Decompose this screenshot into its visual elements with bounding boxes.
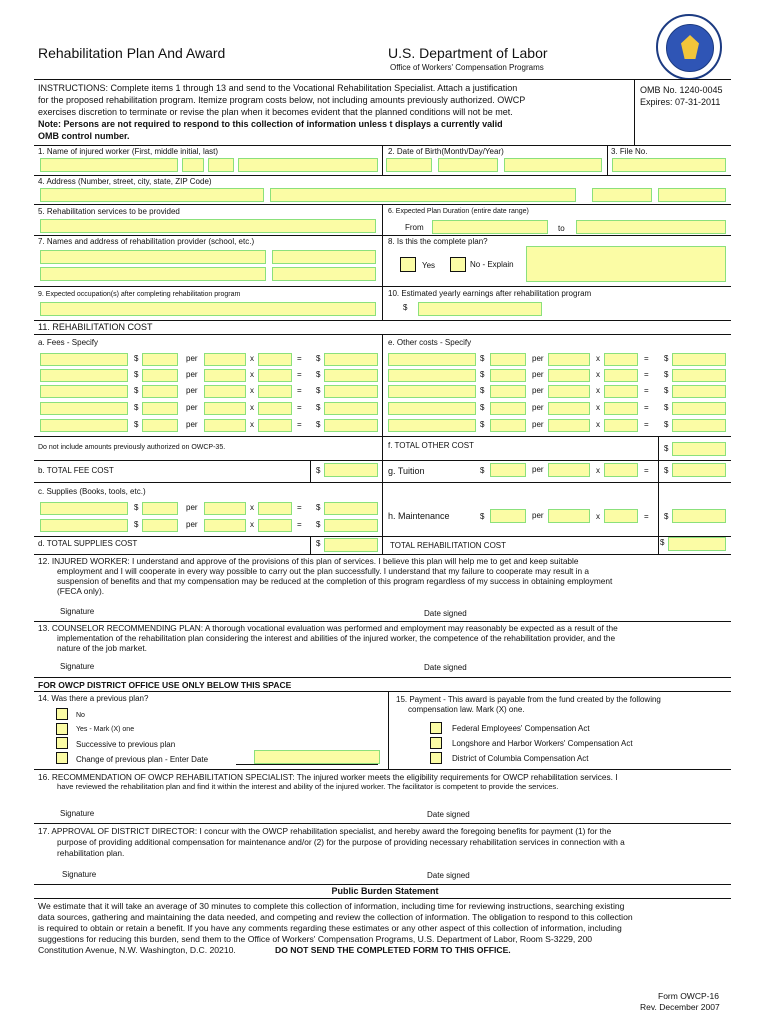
s17-date-label: Date signed: [427, 871, 470, 880]
change-label: Change of previous plan - Enter Date: [76, 755, 209, 764]
fee-x: x: [250, 370, 254, 379]
other-eq: =: [644, 370, 649, 379]
other-dollar: $: [480, 386, 485, 395]
field-10-label: 10. Estimated yearly earnings after rehabilitation program: [388, 289, 592, 298]
fee-dollar: $: [134, 354, 139, 363]
provider-addr-input-3[interactable]: [272, 267, 376, 281]
tuition-label: g. Tuition: [388, 466, 425, 476]
prev-plan-no-label: No: [76, 712, 85, 719]
supply-amount-input[interactable]: [142, 519, 178, 532]
first-name-input[interactable]: [40, 158, 178, 172]
form-revision: Rev. December 2007: [640, 1002, 720, 1012]
fee-amount-input[interactable]: [142, 385, 178, 398]
s17-line-1: 17. APPROVAL OF DISTRICT DIRECTOR: I concur with the OWCP rehabilitation specialist, and hereby award the foregoing benefits for payment (1) for the: [38, 826, 612, 836]
maintenance-eq: =: [644, 512, 649, 521]
s13-line-2: implementation of the rehabilitation plan considering the interest and abilities of the injured worker, the competence of the rehabilitation provider, and the: [57, 633, 616, 643]
fee-per-input[interactable]: [204, 419, 246, 432]
prev-plan-yes-checkbox[interactable]: [56, 723, 68, 735]
fee-dollar: $: [134, 370, 139, 379]
total-other-input[interactable]: [672, 442, 726, 456]
field-9-label: 9. Expected occupation(s) after completing rehabilitation program: [38, 291, 241, 298]
s16-date-label: Date signed: [427, 810, 470, 819]
fee-per-input[interactable]: [204, 402, 246, 415]
fee-total-input[interactable]: [324, 385, 378, 398]
fee-per: per: [186, 386, 198, 395]
other-total-input[interactable]: [672, 353, 726, 366]
field-2-label: 2. Date of Birth(Month/Day/Year): [388, 147, 504, 156]
change-checkbox[interactable]: [56, 752, 68, 764]
supply-per-input[interactable]: [204, 519, 246, 532]
prev-plan-no-checkbox[interactable]: [56, 708, 68, 720]
agency-name: U.S. Department of Labor: [388, 45, 548, 61]
fee-total-input[interactable]: [324, 402, 378, 415]
successive-label: Successive to previous plan: [76, 740, 176, 749]
s12-line-3: suspension of benefits and that my compensation may be reduced at the completion of this program regardless of my success in obtaining employment: [57, 576, 613, 586]
other-qty-input[interactable]: [604, 353, 638, 366]
maintenance-label: h. Maintenance: [388, 511, 450, 521]
tuition-x: x: [596, 466, 600, 475]
fee-desc-input[interactable]: [40, 385, 128, 398]
s13-line-3: nature of the job market.: [57, 643, 147, 653]
other-eq: =: [644, 354, 649, 363]
supply-total-dollar: $: [316, 520, 321, 529]
burden-line-3: is required to obtain or retain a benefit. If you have any comments regarding these estimates or any other aspect of this collection of information, including: [38, 923, 622, 933]
other-per-input[interactable]: [548, 369, 590, 382]
q14-label: 14. Was there a previous plan?: [38, 694, 149, 703]
other-eq: =: [644, 386, 649, 395]
supply-eq: =: [297, 520, 302, 529]
supply-dollar: $: [134, 520, 139, 529]
fee-per-input[interactable]: [204, 385, 246, 398]
total-other-dollar: $: [664, 444, 669, 453]
other-per: per: [532, 403, 544, 412]
total-rehab-input[interactable]: [668, 537, 726, 551]
total-fee-dollar: $: [316, 466, 321, 475]
other-per-input[interactable]: [548, 385, 590, 398]
fee-desc-input[interactable]: [40, 402, 128, 415]
total-other-label: f. TOTAL OTHER COST: [388, 441, 474, 450]
omb-number: OMB No. 1240-0045: [640, 85, 723, 95]
supply-dollar: $: [134, 503, 139, 512]
other-total-input[interactable]: [672, 419, 726, 432]
other-total-dollar: $: [664, 403, 669, 412]
maintenance-dollar: $: [480, 512, 485, 521]
other-amount-input[interactable]: [490, 385, 526, 398]
fee-amount-input[interactable]: [142, 402, 178, 415]
dc-label: District of Columbia Compensation Act: [452, 754, 589, 763]
tuition-dollar: $: [480, 466, 485, 475]
total-supplies-input[interactable]: [324, 538, 378, 552]
field-3-label: 3. File No.: [611, 147, 648, 156]
feca-checkbox[interactable]: [430, 722, 442, 734]
fee-total-dollar: $: [316, 403, 321, 412]
burden-line-5b: DO NOT SEND THE COMPLETED FORM TO THIS OFFICE.: [275, 945, 511, 955]
other-per: per: [532, 386, 544, 395]
earnings-dollar: $: [403, 303, 408, 312]
duration-from-input[interactable]: [432, 220, 548, 234]
middle-initial-input-2[interactable]: [208, 158, 234, 172]
q15-line-2: compensation law. Mark (X) one.: [408, 705, 525, 714]
s17-signature-label: Signature: [62, 870, 97, 879]
no-explain-label: No - Explain: [470, 260, 514, 269]
s12-line-2: employment and I will cooperate in every way possible to carry out the plan successfully. I understand that my failure to cooperate may result in a: [57, 566, 590, 576]
fee-qty-input[interactable]: [258, 419, 292, 432]
cost-heading: 11. REHABILITATION COST: [38, 322, 153, 332]
tuition-per-input[interactable]: [548, 463, 590, 477]
dc-checkbox[interactable]: [430, 752, 442, 764]
fee-total-input[interactable]: [324, 353, 378, 366]
other-total-input[interactable]: [672, 369, 726, 382]
maintenance-total-input[interactable]: [672, 509, 726, 523]
s17-line-3: rehabilitation plan.: [57, 848, 125, 858]
tuition-total-dollar: $: [664, 466, 669, 475]
fee-x: x: [250, 420, 254, 429]
other-total-input[interactable]: [672, 402, 726, 415]
form-title: Rehabilitation Plan And Award: [38, 45, 226, 61]
other-costs-label: e. Other costs - Specify: [388, 338, 472, 347]
supplies-label: c. Supplies (Books, tools, etc.): [38, 487, 146, 496]
other-total-dollar: $: [664, 354, 669, 363]
fee-per-input[interactable]: [204, 353, 246, 366]
field-5-label: 5. Rehabilitation services to be provided: [38, 207, 180, 216]
other-dollar: $: [480, 403, 485, 412]
other-x: x: [596, 420, 600, 429]
s16-line-1: 16. RECOMMENDATION OF OWCP REHABILITATION SPECIALIST: The injured worker meets the eligibility requirements for OWCP rehabilitation services. I: [38, 772, 618, 782]
other-per-input[interactable]: [548, 419, 590, 432]
fee-per-input[interactable]: [204, 369, 246, 382]
field-4-label: 4. Address (Number, street, city, state, ZIP Code): [38, 177, 212, 186]
other-total-dollar: $: [664, 370, 669, 379]
s16-line-2: have reviewed the rehabilitation plan and find it within the interest and ability of the injured worker. The facilitator is competent to provide the services.: [57, 782, 559, 791]
field-7-label: 7. Names and address of rehabilitation provider (school, etc.): [38, 237, 255, 246]
s12-line-1: 12. INJURED WORKER: I understand and approve of the provisions of this plan of services. I believe this plan will help me to get and keep suitable: [38, 556, 579, 566]
other-qty-input[interactable]: [604, 385, 638, 398]
other-total-input[interactable]: [672, 385, 726, 398]
maintenance-per-input[interactable]: [548, 509, 590, 523]
dol-seal: [656, 14, 722, 80]
fee-total-dollar: $: [316, 354, 321, 363]
burden-line-4: suggestions for reducing this burden, send them to the Office of Workers' Compensation Programs, U.S. Department of Labor, Room S-3229, 200: [38, 934, 592, 944]
occupation-input[interactable]: [40, 302, 376, 316]
fee-dollar: $: [134, 403, 139, 412]
not-included-note: Do not include amounts previously authorized on OWCP-35.: [38, 444, 226, 451]
burden-line-2: data sources, gathering and maintaining the data needed, and competing and review the collection of information. The obligation to respond to this collection: [38, 912, 633, 922]
instructions-line-1: INSTRUCTIONS: Complete items 1 through 13 and send to the Vocational Rehabilitation Specialist. Attach a justification: [38, 83, 518, 93]
other-desc-input[interactable]: [388, 419, 476, 432]
maintenance-x: x: [596, 512, 600, 521]
other-amount-input[interactable]: [490, 402, 526, 415]
fee-dollar: $: [134, 420, 139, 429]
tuition-qty-input[interactable]: [604, 463, 638, 477]
provider-addr-input-2[interactable]: [40, 267, 266, 281]
fee-qty-input[interactable]: [258, 353, 292, 366]
fee-amount-input[interactable]: [142, 419, 178, 432]
seal-inner: [666, 24, 714, 72]
s12-signature-label: Signature: [60, 607, 95, 616]
other-per: per: [532, 420, 544, 429]
s16-signature-label: Signature: [60, 809, 95, 818]
supply-x: x: [250, 520, 254, 529]
s13-line-1: 13. COUNSELOR RECOMMENDING PLAN: A thorough vocational evaluation was performed and employment may reasonably be expected as a result of the: [38, 623, 618, 633]
maintenance-per: per: [532, 511, 544, 520]
fee-eq: =: [297, 370, 302, 379]
total-supplies-label: d. TOTAL SUPPLIES COST: [38, 539, 138, 548]
dob-day-input[interactable]: [438, 158, 498, 172]
burden-line-5a: Constitution Avenue, N.W. Washington, D.C. 20210.: [38, 945, 236, 955]
field-8-label: 8. Is this the complete plan?: [388, 237, 488, 246]
other-x: x: [596, 370, 600, 379]
other-x: x: [596, 386, 600, 395]
successive-checkbox[interactable]: [56, 737, 68, 749]
prev-plan-yes-label: Yes - Mark (X) one: [76, 726, 135, 733]
other-x: x: [596, 354, 600, 363]
maintenance-amount-input[interactable]: [490, 509, 526, 523]
form-number: Form OWCP-16: [658, 991, 719, 1001]
omb-expires: Expires: 07-31-2011: [640, 97, 721, 107]
office-name: Office of Workers' Compensation Programs: [390, 63, 544, 72]
supply-desc-input[interactable]: [40, 502, 128, 515]
duration-to-input[interactable]: [576, 220, 726, 234]
s13-signature-label: Signature: [60, 662, 95, 671]
tuition-per: per: [532, 465, 544, 474]
field-6-label: 6. Expected Plan Duration (entire date range): [388, 208, 529, 215]
burden-heading: Public Burden Statement: [331, 886, 439, 896]
supply-eq: =: [297, 503, 302, 512]
other-eq: =: [644, 420, 649, 429]
fee-eq: =: [297, 354, 302, 363]
fee-qty-input[interactable]: [258, 369, 292, 382]
total-rehab-label: TOTAL REHABILITATION COST: [390, 541, 507, 550]
other-per-input[interactable]: [548, 353, 590, 366]
lhwca-label: Longshore and Harbor Workers' Compensation Act: [452, 739, 633, 748]
dob-month-input[interactable]: [386, 158, 432, 172]
fee-eq: =: [297, 386, 302, 395]
other-dollar: $: [480, 420, 485, 429]
feca-label: Federal Employees' Compensation Act: [452, 724, 590, 733]
lhwca-checkbox[interactable]: [430, 737, 442, 749]
fee-per: per: [186, 420, 198, 429]
s13-date-label: Date signed: [424, 663, 467, 672]
other-x: x: [596, 403, 600, 412]
other-amount-input[interactable]: [490, 353, 526, 366]
maintenance-qty-input[interactable]: [604, 509, 638, 523]
district-heading: FOR OWCP DISTRICT OFFICE USE ONLY BELOW THIS SPACE: [38, 680, 292, 690]
fee-qty-input[interactable]: [258, 402, 292, 415]
supply-per: per: [186, 503, 198, 512]
dob-year-input[interactable]: [504, 158, 602, 172]
q15-line-1: 15. Payment - This award is payable from the fund created by the following: [396, 695, 661, 704]
supply-total-input[interactable]: [324, 519, 378, 532]
supply-desc-input[interactable]: [40, 519, 128, 532]
supply-total-dollar: $: [316, 503, 321, 512]
other-dollar: $: [480, 354, 485, 363]
middle-initial-input[interactable]: [182, 158, 204, 172]
earnings-input[interactable]: [418, 302, 542, 316]
field-1-label: 1. Name of injured worker (First, middle initial, last): [38, 147, 219, 156]
supply-amount-input[interactable]: [142, 502, 178, 515]
fee-desc-input[interactable]: [40, 369, 128, 382]
services-input[interactable]: [40, 219, 376, 233]
provider-name-input[interactable]: [40, 250, 266, 264]
fee-desc-input[interactable]: [40, 353, 128, 366]
other-per: per: [532, 370, 544, 379]
fee-amount-input[interactable]: [142, 353, 178, 366]
other-eq: =: [644, 403, 649, 412]
address-street-input[interactable]: [40, 188, 264, 202]
note-line-2: OMB control number.: [38, 131, 130, 141]
explain-input[interactable]: [526, 246, 726, 282]
fee-total-input[interactable]: [324, 419, 378, 432]
supply-per-input[interactable]: [204, 502, 246, 515]
fee-eq: =: [297, 403, 302, 412]
other-total-dollar: $: [664, 420, 669, 429]
other-qty-input[interactable]: [604, 402, 638, 415]
fee-per: per: [186, 370, 198, 379]
supply-qty-input[interactable]: [258, 502, 292, 515]
fee-desc-input[interactable]: [40, 419, 128, 432]
fee-dollar: $: [134, 386, 139, 395]
change-date-input[interactable]: [254, 750, 380, 764]
complete-plan-no-checkbox[interactable]: [450, 257, 466, 272]
fees-label: a. Fees - Specify: [38, 338, 99, 347]
address-state-input[interactable]: [592, 188, 652, 202]
other-dollar: $: [480, 370, 485, 379]
tuition-amount-input[interactable]: [490, 463, 526, 477]
yes-label: Yes: [422, 261, 436, 270]
fee-x: x: [250, 403, 254, 412]
other-desc-input[interactable]: [388, 402, 476, 415]
fee-x: x: [250, 386, 254, 395]
provider-addr-input-1[interactable]: [272, 250, 376, 264]
other-amount-input[interactable]: [490, 419, 526, 432]
s12-line-4: (FECA only).: [57, 586, 105, 596]
s12-date-label: Date signed: [424, 609, 467, 618]
address-city-input[interactable]: [270, 188, 576, 202]
maintenance-total-dollar: $: [664, 512, 669, 521]
last-name-input[interactable]: [238, 158, 378, 172]
instructions-line-3: exercises discretion to terminate or revise the plan when it becomes evident that the planned conditions will not be met.: [38, 107, 513, 117]
total-fee-input[interactable]: [324, 463, 378, 477]
total-rehab-dollar: $: [660, 538, 665, 547]
total-supplies-dollar: $: [316, 539, 321, 548]
total-fee-label: b. TOTAL FEE COST: [38, 466, 114, 475]
fee-total-dollar: $: [316, 420, 321, 429]
fee-qty-input[interactable]: [258, 385, 292, 398]
supply-qty-input[interactable]: [258, 519, 292, 532]
fee-total-dollar: $: [316, 370, 321, 379]
burden-line-1: We estimate that it will take an average of 30 minutes to complete this collection of information, including time for reviewing instructions, searching existing: [38, 901, 625, 911]
s17-line-2: purpose of providing additional compensation for maintenance and/or (2) for the purpose of providing necessary rehabilitation services in connection with a: [57, 837, 625, 847]
complete-plan-yes-checkbox[interactable]: [400, 257, 416, 272]
other-total-dollar: $: [664, 386, 669, 395]
fee-total-input[interactable]: [324, 369, 378, 382]
other-per: per: [532, 354, 544, 363]
from-label: From: [405, 223, 424, 232]
other-desc-input[interactable]: [388, 369, 476, 382]
tuition-eq: =: [644, 466, 649, 475]
other-desc-input[interactable]: [388, 353, 476, 366]
supply-total-input[interactable]: [324, 502, 378, 515]
address-zip-input[interactable]: [658, 188, 726, 202]
instructions-line-2: for the proposed rehabilitation program. Itemize program costs below, not including amounts previously authorized. OWCP: [38, 95, 526, 105]
other-per-input[interactable]: [548, 402, 590, 415]
supply-per: per: [186, 520, 198, 529]
fee-per: per: [186, 354, 198, 363]
tuition-total-input[interactable]: [672, 463, 726, 477]
other-desc-input[interactable]: [388, 385, 476, 398]
fee-eq: =: [297, 420, 302, 429]
fee-total-dollar: $: [316, 386, 321, 395]
supply-x: x: [250, 503, 254, 512]
to-label: to: [558, 224, 565, 233]
note-line-1: Note: Persons are not required to respond to this collection of information unless t displays a currently valid: [38, 119, 503, 129]
other-qty-input[interactable]: [604, 419, 638, 432]
other-amount-input[interactable]: [490, 369, 526, 382]
eagle-icon: [681, 35, 699, 59]
other-qty-input[interactable]: [604, 369, 638, 382]
fee-x: x: [250, 354, 254, 363]
fee-per: per: [186, 403, 198, 412]
fee-amount-input[interactable]: [142, 369, 178, 382]
file-no-input[interactable]: [612, 158, 726, 172]
